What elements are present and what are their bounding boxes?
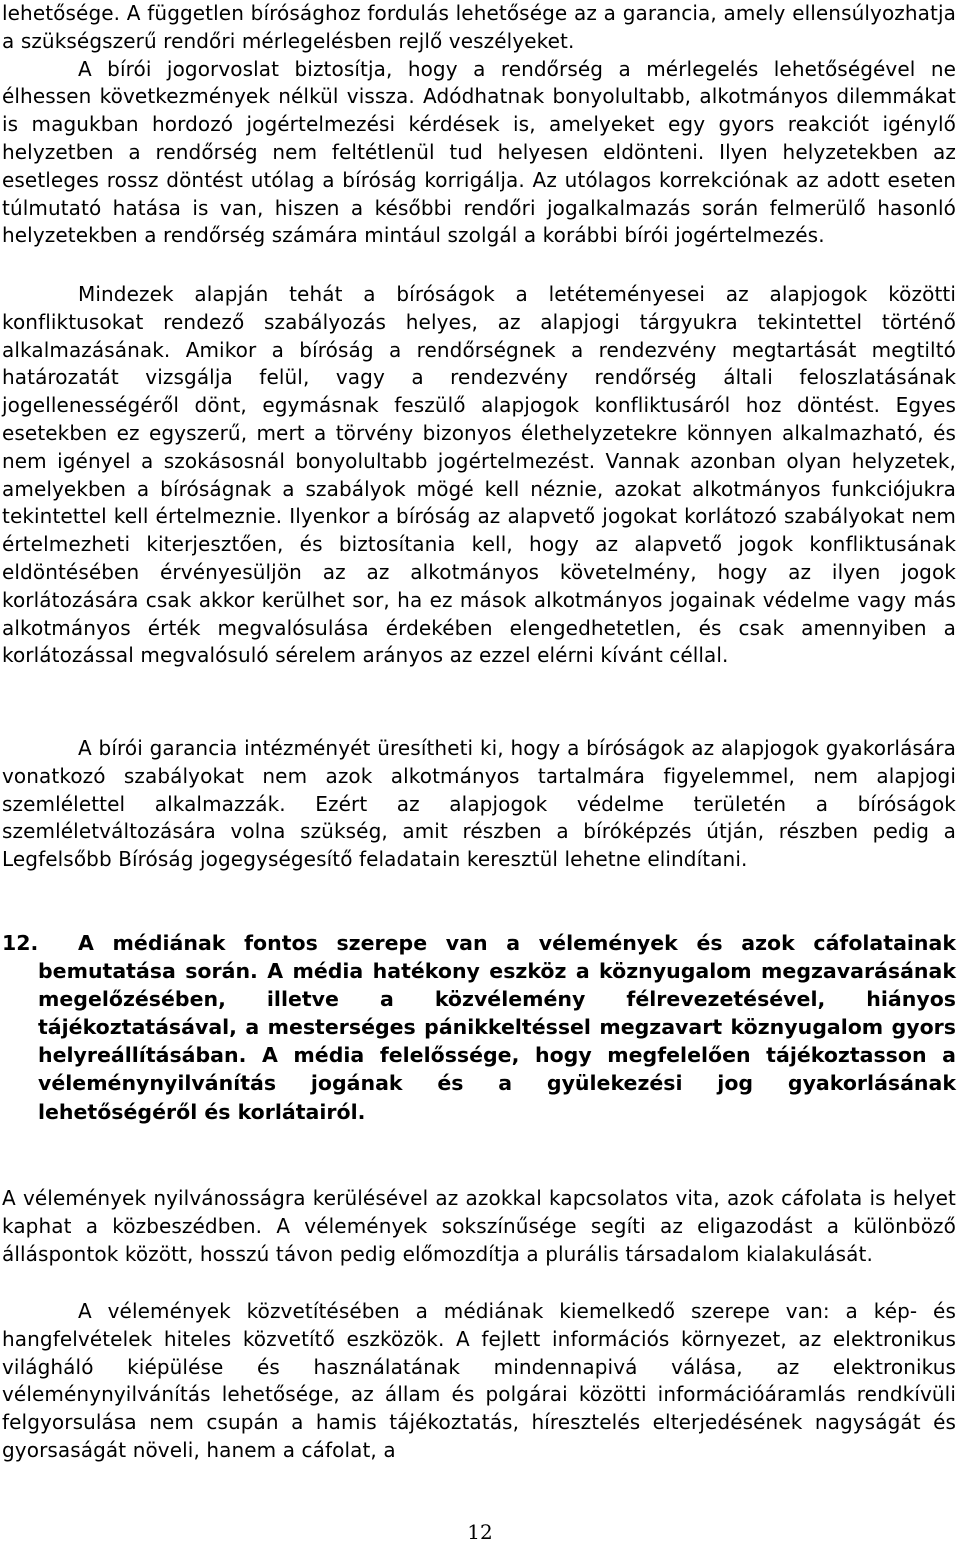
paragraph: A vélemények nyilvánosságra kerülésével az azokkal kapcsolatos vita, azok cáfolata is helyet kaphat a közbeszédben. A vélemények sokszínűsége segíti az eligazodást a különböző álláspontok között, hosszú távon pedig előmozdítja a plurális társadalom kialakulását. xyxy=(2,1186,956,1266)
paragraph-text: lehetősége. A független bírósághoz fordulás lehetősége az a garancia, amely ellensúlyozhatja a szükségszerű rendőri mérlegelésben rejlő veszélyeket. xyxy=(2,1,956,53)
page-number: 12 xyxy=(467,1520,493,1544)
paragraph: A bírói garancia intézményét üresítheti ki, hogy a bíróságok az alapjogok gyakorlására vonatkozó szabályokat nem azok alkotmányos tartalmára figyelemmel, nem alapjogi szemlélettel alkalmazzák. Ezért az alapjogok védelme területén a bíróságok szemléletváltozására volna szükség, amit részben a bíróképzés útján, részben pedig a Legfelsőbb Bíróság jogegységesítő feladatain keresztül lehetne elindítani. xyxy=(2,736,956,872)
paragraph: A vélemények közvetítésében a médiának kiemelkedő szerepe van: a kép- és hangfelvételek hiteles közvetítő eszközök. A fejlett információs környezet, az elektronikus világháló kiépülése és használatának mindennapivá válása, az elektronikus véleménynyilvánítás lehetősége, az állam és polgárai közötti információáramlás rendkívüli felgyorsulása nem csupán a hamis tájékoztatás, híresztelés elterjedésének nagyságát és gyorsaságát növeli, hanem a cáfolat, a xyxy=(2,1299,956,1462)
section-number: 12. xyxy=(2,931,39,955)
paragraph: A bírói jogorvoslat biztosítja, hogy a rendőrség a mérlegelés lehetőségével ne élhessen következmények nélkül vissza. Adódhatnak bonyolultabb, alkotmányos dilemmákat is magukban hordozó jogértelmezési kérdések is, amelyeket egy gyors reakciót igénylő helyzetben a rendőrség nem feltétlenül tud helyesen eldönteni. Ilyen helyzetekben az esetleges rossz döntést utólag a bíróság korrigálja. Az utólagos korrekciónak az adott eseten túlmutató hatása is van, hiszen a későbbi rendőri jogalkalmazás során felmerülő hasonló helyzetekben a rendőrség számára mintául szolgál a korábbi bírói jogértelmezés. xyxy=(2,56,956,248)
section-heading xyxy=(0,929,956,1126)
paragraph-continuation xyxy=(2,0,956,250)
paragraph: Mindezek alapján tehát a bíróságok a letéteményesei az alapjogok közötti konfliktusokat rendező szabályozás helyes, az alapjogi tárgyukra tekintettel történő alkalmazásának. Amikor a bíróság a rendőrségnek a rendezvény megtartását megtiltó határozatát vizsgálja felül, vagy a rendezvény rendőrség általi feloszlatásának jogellenességéről dönt, egymásnak feszülő alapjogok konfliktusáról hoz döntést. Egyes esetekben ez egyszerű, mert a törvény bizonyos élethelyzetekre könnyen alkalmazható, és nem igényel a szokásosnál bonyolultabb jogértelmezést. Vannak azonban olyan helyzetek, amelyekben a bíróságnak a szabályok mögé kell néznie, azokat alkotmányos funkciójukra tekintettel kell értelmeznie. Ilyenkor a bíróság az alapvető jogokat korlátozó szabályokat nem értelmezheti kiterjesztően, és biztosítania kell, hogy az alapvető jogok konfliktusának eldöntésében érvényesüljön az az alkotmányos követelmény, hogy az ilyen jogok korlátozására csak akkor kerülhet sor, ha ez mások alkotmányos jogainak védelme vagy más alkotmányos érték megvalósulása érdekében elengedhetetlen, és csak amennyiben a korlátozással megvalósuló sérelem arányos az ezzel elérni kívánt céllal. xyxy=(2,282,956,668)
section-heading-text xyxy=(38,929,956,1126)
heading-text: A médiának fontos szerepe van a vélemények és azok cáfolatainak bemutatása során. A média hatékony eszköz a köznyugalom megzavarásának megelőzésében, illetve a közvélemény félrevezetésével, hiányos tájékoztatásával, a mesterséges pánikkeltéssel megzavart köznyugalom gyors helyreállításában. A média felelőssége, hogy megfelelően tájékoztasson a véleménynyilvánítás jogának és a gyülekezési jog gyakorlásának lehetőségéről és korlátairól. xyxy=(38,931,956,1124)
